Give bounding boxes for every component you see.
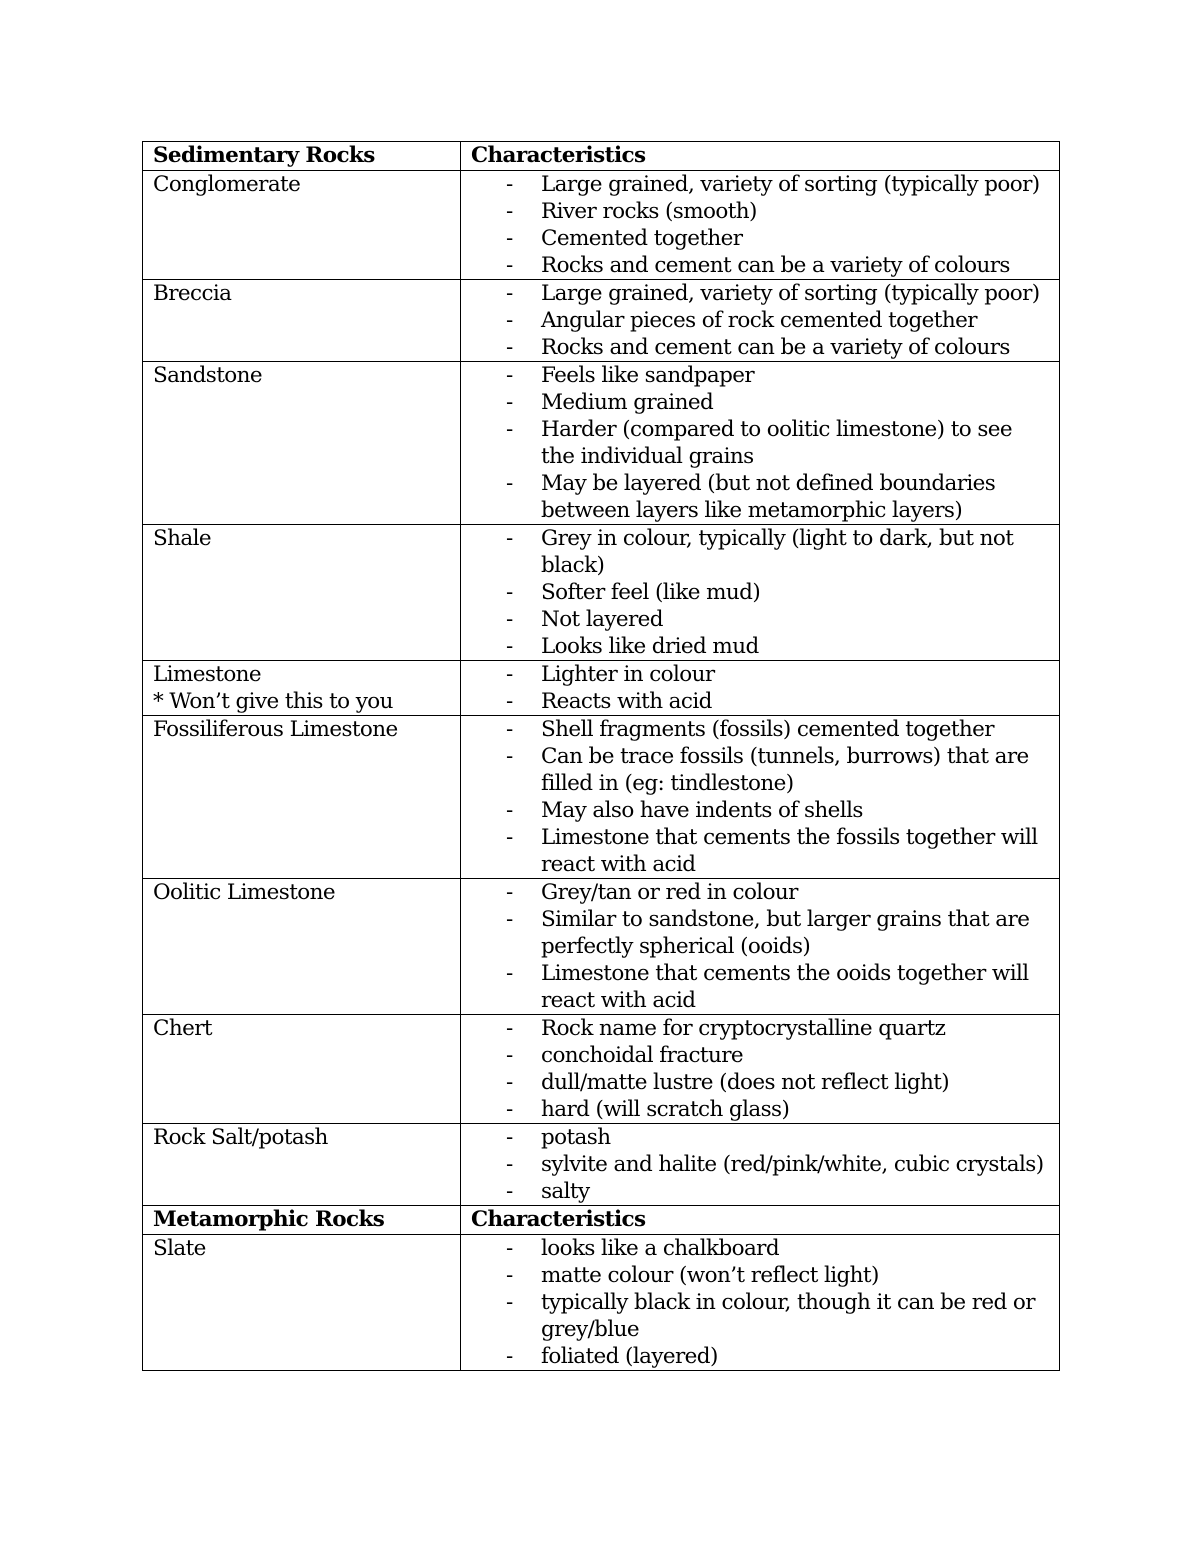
characteristic-text: Large grained, variety of sorting (typically poor)	[541, 281, 1040, 306]
table-row	[143, 661, 1060, 716]
characteristic-text: potash	[541, 1125, 611, 1150]
characteristic-text: Cemented together	[541, 226, 743, 251]
dash-bullet: -	[506, 1125, 513, 1150]
characteristics-header-cell: Characteristics	[461, 1206, 1060, 1235]
dash-bullet: -	[506, 1290, 513, 1315]
list-item	[506, 1289, 1049, 1343]
rock-name-cell	[143, 362, 461, 525]
list-item	[506, 1124, 1049, 1151]
rock-name: Chert	[153, 1016, 212, 1041]
rock-characteristics-table	[142, 141, 1060, 1371]
characteristics-cell	[461, 525, 1060, 661]
characteristic-text: Medium grained	[541, 390, 714, 415]
characteristic-text: Not layered	[541, 607, 663, 632]
list-item	[506, 797, 1049, 824]
rock-name-cell	[143, 879, 461, 1015]
dash-bullet: -	[506, 308, 513, 333]
characteristics-cell	[461, 280, 1060, 362]
dash-bullet: -	[506, 662, 513, 687]
rock-name-cell	[143, 1015, 461, 1124]
characteristic-text: Similar to sandstone, but larger grains that are perfectly spherical (ooids)	[541, 907, 1030, 959]
dash-bullet: -	[506, 363, 513, 388]
list-item	[506, 1178, 1049, 1205]
characteristic-text: Lighter in colour	[541, 662, 715, 687]
list-item	[506, 1069, 1049, 1096]
rock-table-body	[143, 142, 1060, 1371]
dash-bullet: -	[506, 825, 513, 850]
characteristic-text: Shell fragments (fossils) cemented together	[541, 717, 994, 742]
table-row	[143, 171, 1060, 280]
list-item	[506, 470, 1049, 524]
list-item	[506, 171, 1049, 198]
list-item	[506, 307, 1049, 334]
rock-note: * Won’t give this to you	[153, 689, 393, 714]
dash-bullet: -	[506, 1236, 513, 1261]
characteristic-text: Reacts with acid	[541, 689, 712, 714]
dash-bullet: -	[506, 226, 513, 251]
characteristic-text: Rock name for cryptocrystalline quartz	[541, 1016, 946, 1041]
list-item	[506, 633, 1049, 660]
dash-bullet: -	[506, 580, 513, 605]
characteristic-text: sylvite and halite (red/pink/white, cubic crystals)	[541, 1152, 1044, 1177]
list-item	[506, 1262, 1049, 1289]
characteristics-header-cell: Characteristics	[461, 142, 1060, 171]
characteristic-text: Limestone that cements the fossils together will react with acid	[541, 825, 1038, 877]
list-item	[506, 1096, 1049, 1123]
rock-name: Conglomerate	[153, 172, 301, 197]
characteristics-cell	[461, 1235, 1060, 1371]
rock-name-cell	[143, 171, 461, 280]
characteristics-cell	[461, 1124, 1060, 1206]
list-item	[506, 362, 1049, 389]
characteristics-cell	[461, 879, 1060, 1015]
characteristic-text: Large grained, variety of sorting (typically poor)	[541, 172, 1040, 197]
characteristic-text: Grey in colour, typically (light to dark, but not black)	[541, 526, 1014, 578]
list-item	[506, 743, 1049, 797]
list-item	[506, 225, 1049, 252]
list-item	[506, 1235, 1049, 1262]
list-item	[506, 606, 1049, 633]
characteristics-list	[471, 362, 1049, 524]
dash-bullet: -	[506, 1097, 513, 1122]
characteristics-list	[471, 280, 1049, 361]
rock-name: Breccia	[153, 281, 232, 306]
characteristic-text: Rocks and cement can be a variety of colours	[541, 253, 1010, 278]
characteristics-cell	[461, 171, 1060, 280]
dash-bullet: -	[506, 172, 513, 197]
dash-bullet: -	[506, 335, 513, 360]
list-item	[506, 1343, 1049, 1370]
rock-name: Limestone	[153, 662, 262, 687]
list-item	[506, 525, 1049, 579]
list-item	[506, 280, 1049, 307]
rock-name: Slate	[153, 1236, 206, 1261]
list-item	[506, 906, 1049, 960]
dash-bullet: -	[506, 1043, 513, 1068]
dash-bullet: -	[506, 634, 513, 659]
list-item	[506, 389, 1049, 416]
characteristic-text: May also have indents of shells	[541, 798, 863, 823]
table-row	[143, 1015, 1060, 1124]
table-row	[143, 716, 1060, 879]
dash-bullet: -	[506, 1263, 513, 1288]
list-item	[506, 1151, 1049, 1178]
sedimentary-header-row	[143, 142, 1060, 171]
characteristics-list	[471, 1015, 1049, 1123]
characteristics-list	[471, 661, 1049, 715]
list-item	[506, 716, 1049, 743]
table-row	[143, 280, 1060, 362]
dash-bullet: -	[506, 798, 513, 823]
dash-bullet: -	[506, 1070, 513, 1095]
characteristic-text: Angular pieces of rock cemented together	[541, 308, 977, 333]
list-item	[506, 252, 1049, 279]
list-item	[506, 661, 1049, 688]
table-row	[143, 1235, 1060, 1371]
dash-bullet: -	[506, 689, 513, 714]
dash-bullet: -	[506, 744, 513, 769]
rock-name: Sandstone	[153, 363, 262, 388]
characteristic-text: Looks like dried mud	[541, 634, 759, 659]
dash-bullet: -	[506, 1344, 513, 1369]
rock-name-cell	[143, 661, 461, 716]
metamorphic-header-cell: Metamorphic Rocks	[143, 1206, 461, 1235]
list-item	[506, 579, 1049, 606]
dash-bullet: -	[506, 390, 513, 415]
characteristics-cell	[461, 661, 1060, 716]
dash-bullet: -	[506, 961, 513, 986]
characteristic-text: foliated (layered)	[541, 1344, 718, 1369]
dash-bullet: -	[506, 526, 513, 551]
characteristics-list	[471, 525, 1049, 660]
characteristic-text: conchoidal fracture	[541, 1043, 744, 1068]
characteristic-text: hard (will scratch glass)	[541, 1097, 790, 1122]
list-item	[506, 688, 1049, 715]
characteristic-text: Can be trace fossils (tunnels, burrows) that are filled in (eg: tindlestone)	[541, 744, 1029, 796]
characteristics-cell	[461, 716, 1060, 879]
rock-name: Shale	[153, 526, 211, 551]
dash-bullet: -	[506, 281, 513, 306]
rock-name: Oolitic Limestone	[153, 880, 335, 905]
characteristic-text: Feels like sandpaper	[541, 363, 755, 388]
dash-bullet: -	[506, 607, 513, 632]
characteristic-text: Softer feel (like mud)	[541, 580, 761, 605]
sedimentary-header-cell: Sedimentary Rocks	[143, 142, 461, 171]
characteristic-text: Limestone that cements the ooids together will react with acid	[541, 961, 1029, 1013]
table-row	[143, 1124, 1060, 1206]
characteristic-text: dull/matte lustre (does not reflect light)	[541, 1070, 950, 1095]
rock-name-cell	[143, 1235, 461, 1371]
characteristic-text: River rocks (smooth)	[541, 199, 757, 224]
rock-name-cell	[143, 525, 461, 661]
table-row	[143, 525, 1060, 661]
characteristic-text: Rocks and cement can be a variety of colours	[541, 335, 1010, 360]
dash-bullet: -	[506, 253, 513, 278]
metamorphic-header-row	[143, 1206, 1060, 1235]
characteristic-text: May be layered (but not defined boundaries between layers like metamorphic layers)	[541, 471, 996, 523]
dash-bullet: -	[506, 907, 513, 932]
table-row	[143, 362, 1060, 525]
rock-name: Fossiliferous Limestone	[153, 717, 398, 742]
characteristics-cell	[461, 1015, 1060, 1124]
characteristic-text: looks like a chalkboard	[541, 1236, 780, 1261]
rock-name-cell	[143, 280, 461, 362]
list-item	[506, 1015, 1049, 1042]
characteristic-text: matte colour (won’t reflect light)	[541, 1263, 879, 1288]
characteristic-text: Grey/tan or red in colour	[541, 880, 798, 905]
dash-bullet: -	[506, 199, 513, 224]
dash-bullet: -	[506, 880, 513, 905]
characteristic-text: salty	[541, 1179, 590, 1204]
rock-name-cell	[143, 716, 461, 879]
characteristics-list	[471, 1124, 1049, 1205]
characteristics-list	[471, 879, 1049, 1014]
dash-bullet: -	[506, 1016, 513, 1041]
list-item	[506, 879, 1049, 906]
characteristics-cell	[461, 362, 1060, 525]
dash-bullet: -	[506, 417, 513, 442]
rock-name-cell	[143, 1124, 461, 1206]
list-item	[506, 1042, 1049, 1069]
list-item	[506, 416, 1049, 470]
dash-bullet: -	[506, 471, 513, 496]
characteristic-text: typically black in colour, though it can be red or grey/blue	[541, 1290, 1035, 1342]
rock-name: Rock Salt/potash	[153, 1125, 328, 1150]
list-item	[506, 334, 1049, 361]
characteristic-text: Harder (compared to oolitic limestone) to see the individual grains	[541, 417, 1013, 469]
list-item	[506, 198, 1049, 225]
dash-bullet: -	[506, 1152, 513, 1177]
dash-bullet: -	[506, 1179, 513, 1204]
characteristics-list	[471, 1235, 1049, 1370]
table-row	[143, 879, 1060, 1015]
dash-bullet: -	[506, 717, 513, 742]
characteristics-list	[471, 716, 1049, 878]
list-item	[506, 960, 1049, 1014]
characteristics-list	[471, 171, 1049, 279]
list-item	[506, 824, 1049, 878]
